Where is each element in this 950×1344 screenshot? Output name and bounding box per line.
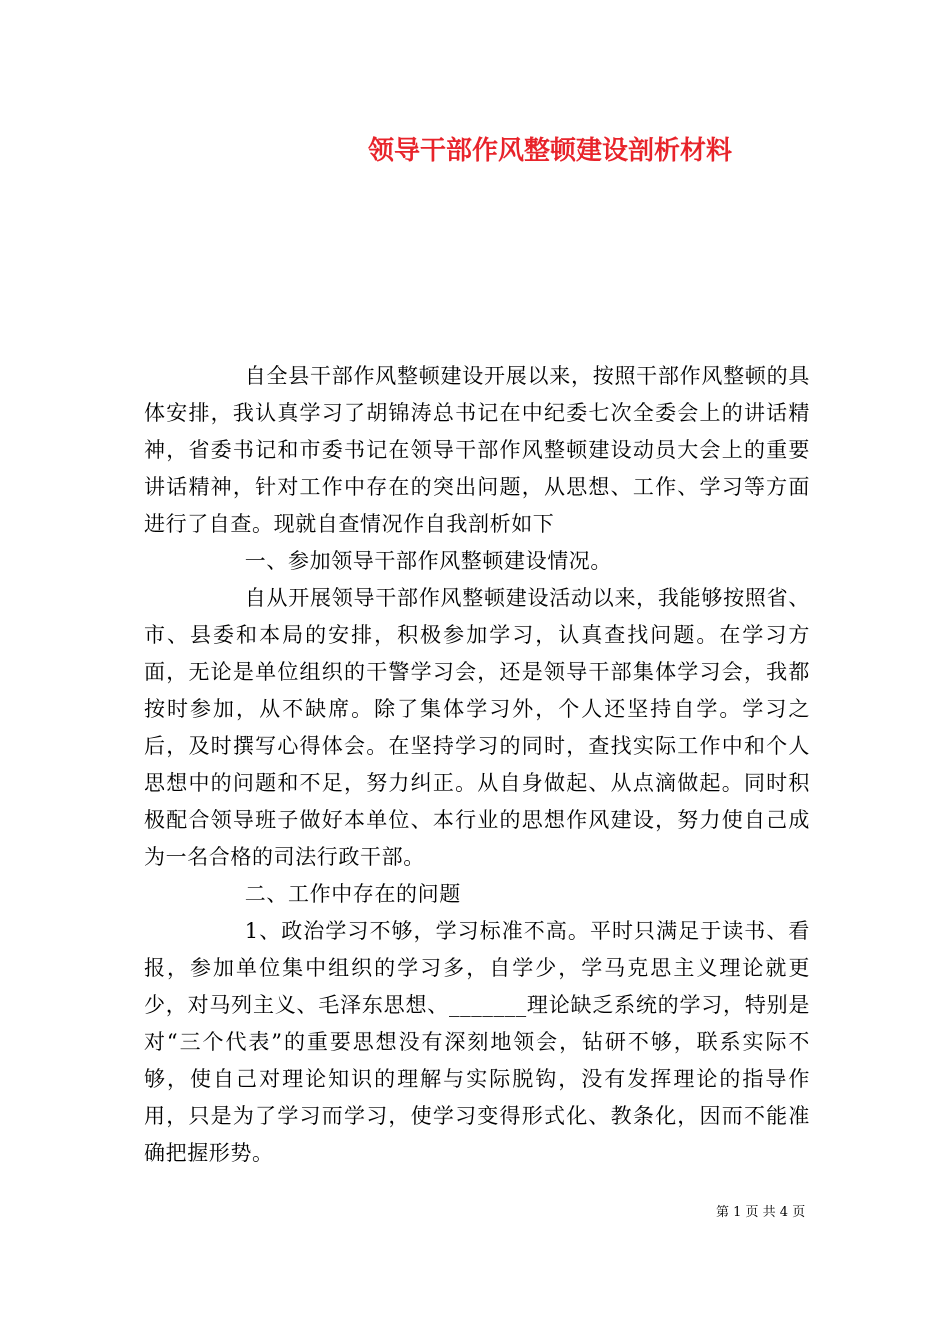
document-title: 领导干部作风整顿建设剖析材料	[367, 136, 732, 166]
section-heading-1: 一、参加领导干部作风整顿建设情况。	[244, 549, 612, 573]
page-number: 第 1 页 共 4 页	[716, 1205, 806, 1220]
paragraph-problem-1: 1、政治学习不够，学习标准不高。平时只满足于读书、看报，参加单位集中组织的学习多，自学少，学马克思主义理论就更少，对马列主义、毛泽东思想、_______理论缺乏系统的学习，特别是对“三个代表”的重要思想没有深刻地领会，钻研不够，联系实际不够，使自己对理论知识的理解与实际脱钩，没有发挥理论的指导作用，只是为了学习而学习，使学习变得形式化、教条化，因而不能准确把握形势。	[144, 919, 810, 1165]
paragraph-participation: 自从开展领导干部作风整顿建设活动以来，我能够按照省、市、县委和本局的安排，积极参加学习，认真查找问题。在学习方面，无论是单位组织的干警学习会，还是领导干部集体学习会，我都按时参加，从不缺席。除了集体学习外，个人还坚持自学。学习之后，及时撰写心得体会。在坚持学习的同时，查找实际工作中和个人思想中的问题和不足，努力纠正。从自身做起、从点滴做起。同时积极配合领导班子做好本单位、本行业的思想作风建设，努力使自己成为一名合格的司法行政干部。	[144, 586, 810, 869]
paragraph-intro: 自全县干部作风整顿建设开展以来，按照干部作风整顿的具体安排，我认真学习了胡锦涛总书记在中纪委七次全委会上的讲话精神，省委书记和市委书记在领导干部作风整顿建设动员大会上的重要讲话精神，针对工作中存在的突出问题，从思想、工作、学习等方面进行了自查。现就自查情况作自我剖析如下	[144, 364, 810, 536]
section-heading-2: 二、工作中存在的问题	[244, 882, 461, 906]
document-body	[144, 358, 810, 1172]
